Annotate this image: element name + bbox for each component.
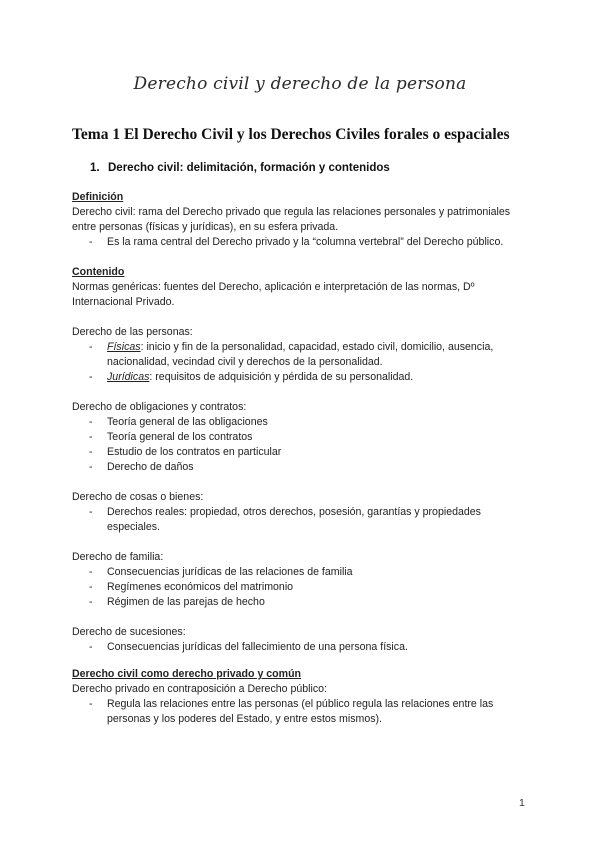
- cosas-list: [72, 505, 532, 535]
- personas-list: [72, 340, 532, 385]
- obligaciones-label: Derecho de obligaciones y contratos:: [72, 401, 247, 413]
- fisicas-term: Físicas: [107, 341, 141, 353]
- list-item: - Derecho de daños: [72, 460, 532, 475]
- list-item: - Consecuencias jurídicas de las relaciones de familia: [72, 565, 532, 580]
- privado-list: [72, 697, 532, 727]
- familia-label: Derecho de familia:: [72, 551, 164, 563]
- section-heading: [90, 162, 390, 174]
- sucesiones-label: Derecho de sucesiones:: [72, 626, 186, 638]
- tema-heading: Tema 1 El Derecho Civil y los Derechos Civiles forales o espaciales: [72, 126, 510, 143]
- list-item: - Teoría general de las obligaciones: [72, 415, 532, 430]
- list-item: - Regímenes económicos del matrimonio: [72, 580, 532, 595]
- contenido-intro: Normas genéricas: fuentes del Derecho, aplicación e interpretación de las normas, Dº Internacional Privado.: [72, 281, 475, 308]
- definicion-list: [72, 235, 532, 250]
- section-number: 1.: [90, 162, 100, 174]
- list-item: - Consecuencias jurídicas del fallecimiento de una persona física.: [72, 640, 532, 655]
- definicion-heading: Definición: [72, 191, 124, 203]
- list-item: - Teoría general de los contratos: [72, 430, 532, 445]
- definicion-text: Derecho civil: rama del Derecho privado que regula las relaciones personales y patrimoniales entre personas (físicas y jurídicas), en su esfera privada.: [72, 206, 511, 233]
- privado-heading: Derecho civil como derecho privado y común: [72, 668, 302, 680]
- sucesiones-list: [72, 640, 532, 655]
- section-title: Derecho civil: delimitación, formación y contenidos: [108, 162, 390, 174]
- personas-label: Derecho de las personas:: [72, 326, 193, 338]
- list-item: - Estudio de los contratos en particular: [72, 445, 532, 460]
- obligaciones-list: [72, 415, 532, 475]
- list-item: - Regula las relaciones entre las personas (el público regula las relaciones entre las personas y los poderes del Estado, y entre estos mismos).: [72, 697, 532, 727]
- juridicas-term: Jurídicas: [107, 371, 150, 383]
- document-title: Derecho civil y derecho de la persona: [133, 74, 467, 94]
- list-item: [72, 370, 532, 385]
- familia-list: [72, 565, 532, 610]
- cosas-label: Derecho de cosas o bienes:: [72, 491, 204, 503]
- list-item: - Régimen de las parejas de hecho: [72, 595, 532, 610]
- document-body: [72, 190, 532, 727]
- list-item: [72, 340, 532, 370]
- page-number: 1: [519, 797, 525, 809]
- list-item: - Derechos reales: propiedad, otros derechos, posesión, garantías y propiedades especiales.: [72, 505, 532, 535]
- contenido-heading: Contenido: [72, 266, 125, 278]
- list-item: - Es la rama central del Derecho privado y la “columna vertebral” del Derecho público.: [72, 235, 532, 250]
- fisicas-text: : inicio y fin de la personalidad, capacidad, estado civil, domicilio, ausencia, nacionalidad, vecindad civil y derechos de la personalidad.: [107, 341, 494, 368]
- juridicas-text: : requisitos de adquisición y pérdida de su personalidad.: [149, 371, 414, 383]
- privado-text: Derecho privado en contraposición a Derecho público:: [72, 683, 327, 695]
